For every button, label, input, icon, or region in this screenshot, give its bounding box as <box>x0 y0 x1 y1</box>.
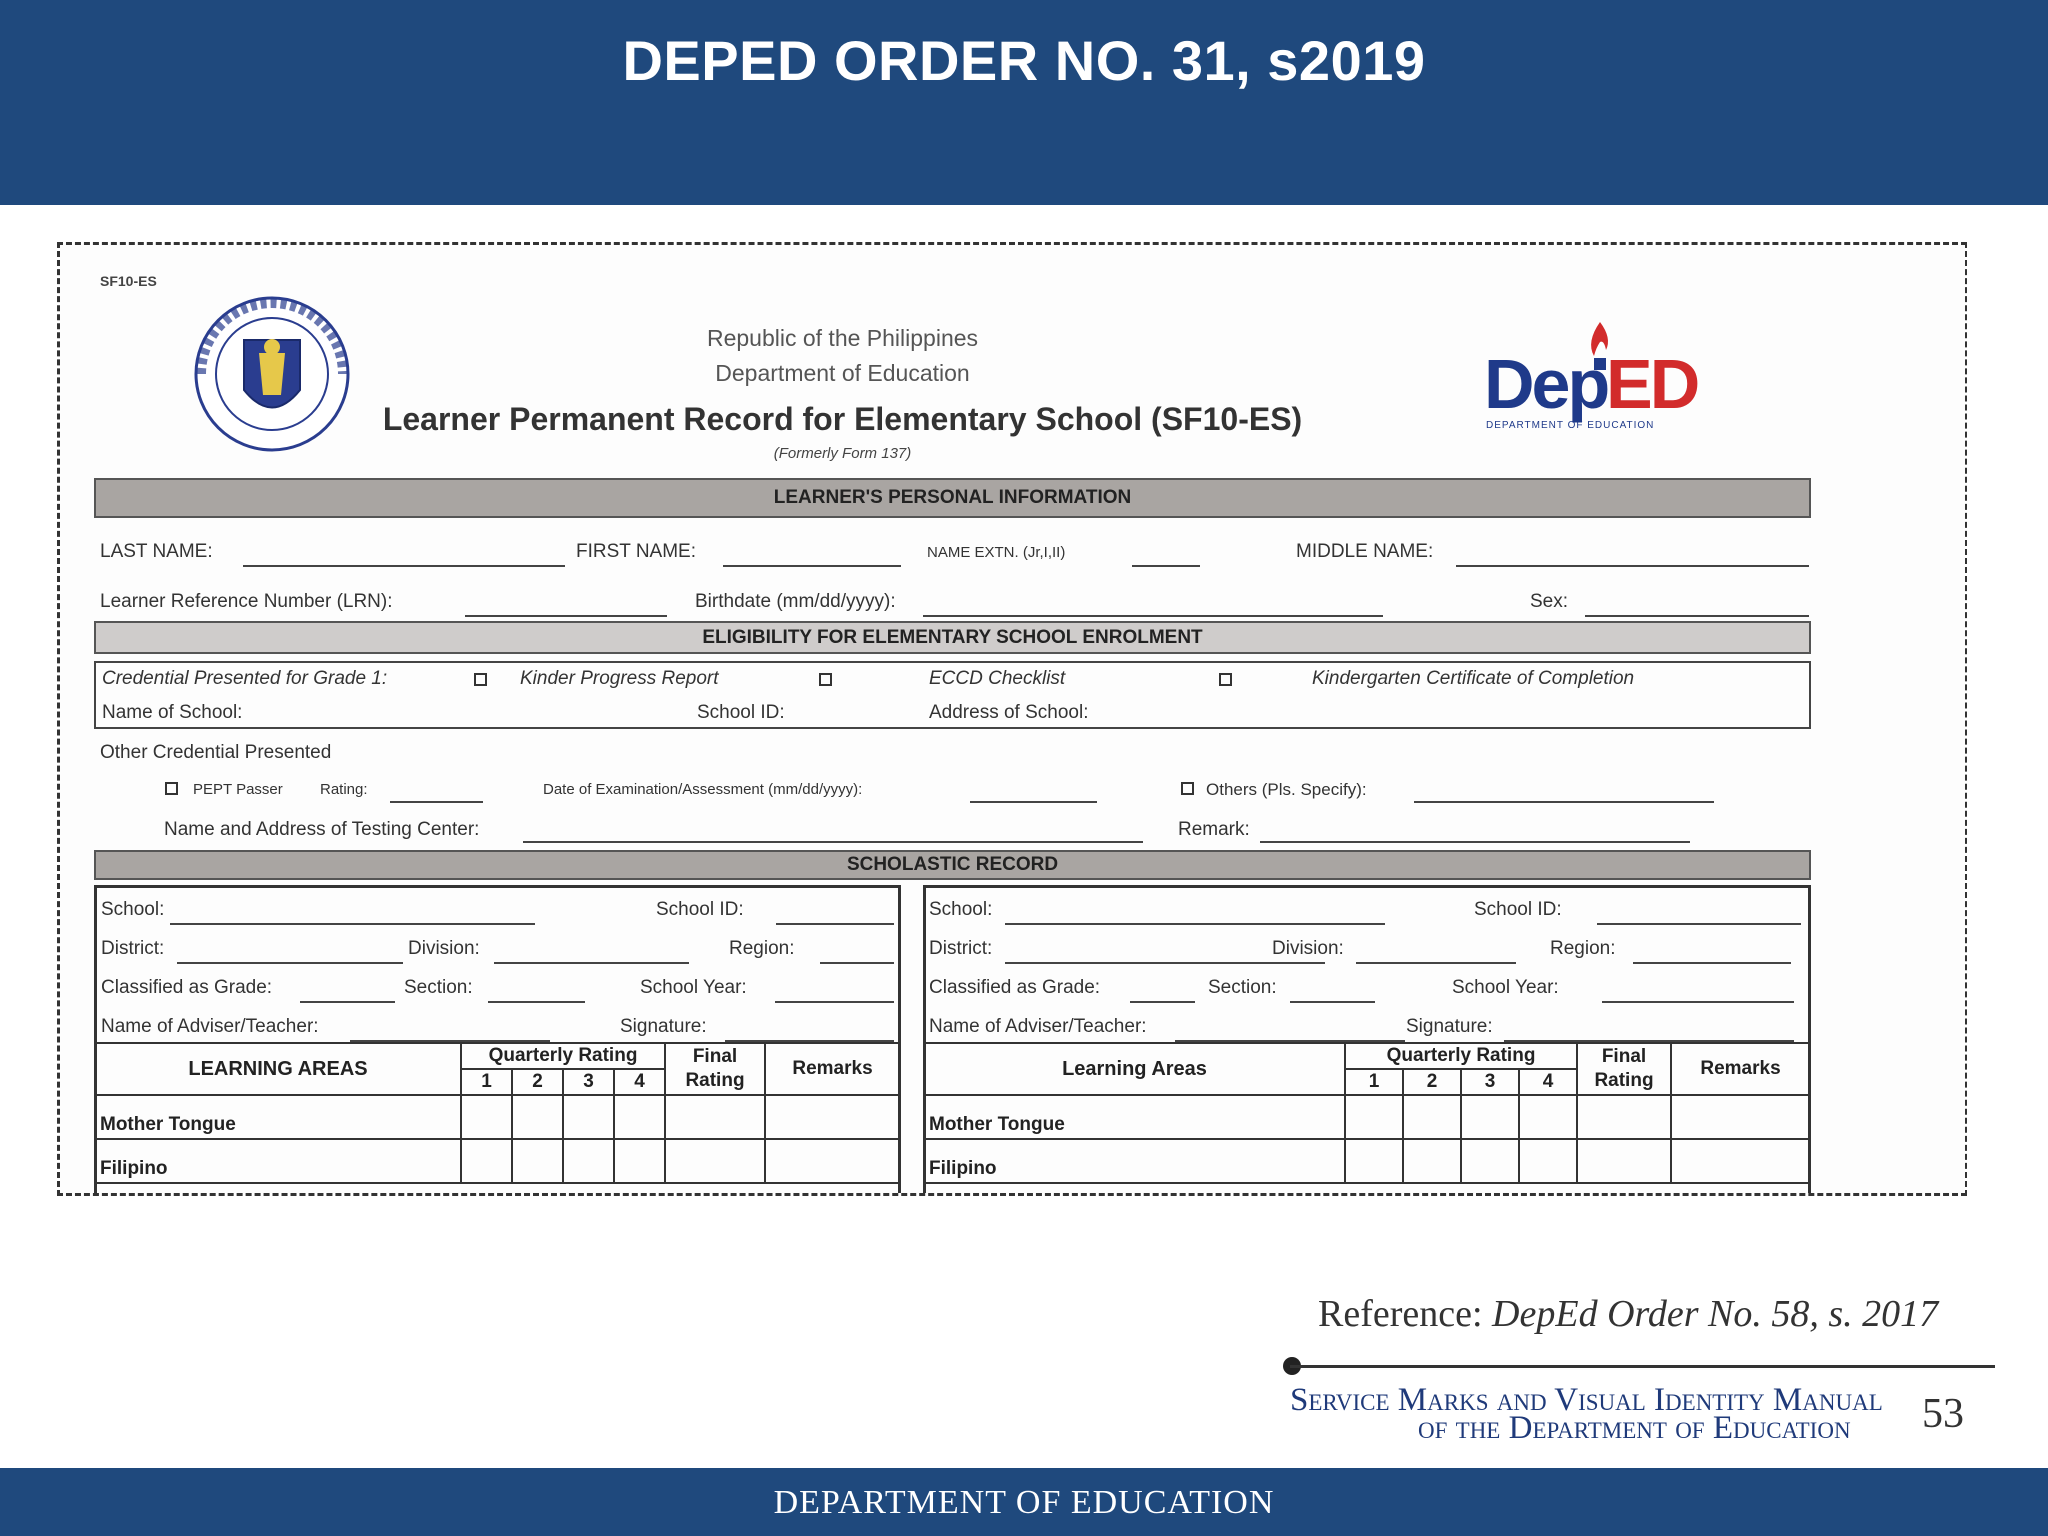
right-row-mother-tongue: Mother Tongue <box>924 1095 1345 1139</box>
reference-label: Reference: <box>1318 1293 1493 1335</box>
right-cell[interactable] <box>1671 1095 1810 1139</box>
right-grade-label: Classified as Grade: <box>929 977 1101 998</box>
right-cell[interactable] <box>1403 1139 1461 1183</box>
others-checkbox[interactable] <box>1181 782 1194 795</box>
left-q3-header: 3 <box>563 1069 614 1095</box>
rating-field[interactable] <box>390 801 483 803</box>
last-name-field[interactable] <box>243 565 565 567</box>
right-q1-header: 1 <box>1345 1069 1403 1095</box>
eligibility-school-id-label: School ID: <box>697 702 785 723</box>
right-signature-label: Signature: <box>1406 1016 1493 1037</box>
deped-logo <box>1484 320 1724 430</box>
right-school-year-label: School Year: <box>1452 977 1559 998</box>
testing-center-label: Name and Address of Testing Center: <box>164 819 480 840</box>
scholastic-header: SCHOLASTIC RECORD <box>846 854 1059 875</box>
middle-name-field[interactable] <box>1456 565 1809 567</box>
left-cell[interactable] <box>461 1095 512 1139</box>
left-quarterly-rating-header: Quarterly Rating <box>461 1043 665 1069</box>
left-school-field[interactable] <box>170 923 535 925</box>
middle-name-label: MIDDLE NAME: <box>1296 541 1434 562</box>
left-signature-label: Signature: <box>620 1016 707 1037</box>
left-cell[interactable] <box>614 1139 665 1183</box>
right-division-field[interactable] <box>1356 962 1516 964</box>
right-school-id-field[interactable] <box>1597 923 1801 925</box>
left-q1-header: 1 <box>461 1069 512 1095</box>
birthdate-label: Birthdate (mm/dd/yyyy): <box>695 591 896 612</box>
kinder-certificate-checkbox[interactable] <box>1219 673 1232 686</box>
form-title: Learner Permanent Record for Elementary School (SF10-ES) <box>382 401 1303 437</box>
manual-line2: of the Department of Education <box>1418 1410 1851 1446</box>
right-cell[interactable] <box>1403 1095 1461 1139</box>
right-final-rating-line1: Final <box>1601 1046 1647 1067</box>
right-cell[interactable] <box>1577 1139 1671 1183</box>
right-cell[interactable] <box>1345 1095 1403 1139</box>
left-row-mother-tongue: Mother Tongue <box>95 1095 461 1139</box>
left-school-year-label: School Year: <box>640 977 747 998</box>
right-section-label: Section: <box>1208 977 1277 998</box>
date-exam-field[interactable] <box>970 801 1097 803</box>
right-division-label: Division: <box>1272 938 1344 959</box>
sex-label: Sex: <box>1530 591 1569 612</box>
right-grade-field[interactable] <box>1130 1001 1195 1003</box>
right-region-label: Region: <box>1550 938 1616 959</box>
right-final-rating-header <box>1577 1043 1671 1095</box>
personal-info-header: LEARNER'S PERSONAL INFORMATION <box>773 487 1132 508</box>
right-cell[interactable] <box>1519 1139 1577 1183</box>
left-cell[interactable] <box>461 1139 512 1183</box>
left-final-rating-header <box>665 1043 765 1095</box>
logo-sub: DEPARTMENT OF EDUCATION <box>1486 420 1655 431</box>
right-school-field[interactable] <box>1005 923 1385 925</box>
others-field[interactable] <box>1414 801 1714 803</box>
left-cell[interactable] <box>665 1095 765 1139</box>
pept-checkbox[interactable] <box>165 782 178 795</box>
last-name-label: LAST NAME: <box>100 541 213 562</box>
lrn-field[interactable] <box>465 615 667 617</box>
eligibility-band <box>94 621 1811 654</box>
first-name-label: FIRST NAME: <box>576 541 696 562</box>
department-label: Department of Education <box>715 360 970 386</box>
left-region-field[interactable] <box>820 962 894 964</box>
kinder-certificate-label: Kindergarten Certificate of Completion <box>1312 668 1635 689</box>
left-cell[interactable] <box>665 1139 765 1183</box>
form-sheet <box>60 245 1965 1193</box>
left-remarks-header: Remarks <box>765 1043 900 1095</box>
eligibility-header: ELIGIBILITY FOR ELEMENTARY SCHOOL ENROLMENT <box>702 627 1203 648</box>
left-q2-header: 2 <box>512 1069 563 1095</box>
eccd-label: ECCD Checklist <box>929 668 1066 689</box>
right-remarks-header: Remarks <box>1671 1043 1810 1095</box>
kinder-progress-label: Kinder Progress Report <box>520 668 719 689</box>
footer-bar <box>0 1468 2048 1536</box>
rating-label: Rating: <box>320 781 368 798</box>
left-division-label: Division: <box>408 938 480 959</box>
birthdate-field[interactable] <box>923 615 1383 617</box>
credential-label: Credential Presented for Grade 1: <box>102 668 388 689</box>
kinder-progress-checkbox[interactable] <box>474 673 487 686</box>
right-school-label: School: <box>929 899 993 920</box>
right-section-field[interactable] <box>1290 1001 1375 1003</box>
others-label: Others (Pls. Specify): <box>1206 780 1367 799</box>
logo-ed: ED <box>1606 345 1698 423</box>
left-row-filipino: Filipino <box>95 1139 461 1183</box>
left-cell[interactable] <box>765 1139 900 1183</box>
testing-center-field[interactable] <box>523 841 1143 843</box>
left-cell[interactable] <box>614 1095 665 1139</box>
remark-label: Remark: <box>1178 819 1250 840</box>
right-cell[interactable] <box>1461 1139 1519 1183</box>
first-name-field[interactable] <box>723 565 901 567</box>
right-q3-header: 3 <box>1461 1069 1519 1095</box>
right-school-year-field[interactable] <box>1602 1001 1794 1003</box>
form-code: SF10-ES <box>100 273 157 289</box>
left-learning-areas-header: LEARNING AREAS <box>95 1043 461 1095</box>
left-adviser-label: Name of Adviser/Teacher: <box>101 1016 319 1037</box>
left-division-field[interactable] <box>494 962 689 964</box>
right-cell[interactable] <box>1519 1095 1577 1139</box>
eccd-checkbox[interactable] <box>819 673 832 686</box>
name-extn-label: NAME EXTN. (Jr,I,II) <box>927 544 1066 561</box>
left-school-id-field[interactable] <box>776 923 894 925</box>
manual-line1: Service Marks and Visual Identity Manual <box>1290 1382 1883 1418</box>
left-cell[interactable] <box>563 1095 614 1139</box>
footer-text: DEPARTMENT OF EDUCATION <box>773 1484 1275 1521</box>
left-region-label: Region: <box>729 938 795 959</box>
logo-dep: Dep <box>1484 345 1608 423</box>
left-school-id-label: School ID: <box>656 899 744 920</box>
slide-title: DEPED ORDER NO. 31, s2019 <box>622 29 1426 92</box>
left-cell[interactable] <box>512 1139 563 1183</box>
left-final-rating-line2: Rating <box>685 1070 745 1091</box>
left-grade-label: Classified as Grade: <box>101 977 273 998</box>
left-final-rating-line1: Final <box>692 1046 738 1067</box>
right-region-field[interactable] <box>1633 962 1791 964</box>
address-of-school-label: Address of School: <box>929 702 1089 723</box>
right-final-rating-line2: Rating <box>1594 1070 1654 1091</box>
reference-order: DepEd Order No. 58, s. 2017 <box>1492 1293 1939 1335</box>
left-grade-field[interactable] <box>300 1001 395 1003</box>
left-q4-header: 4 <box>614 1069 665 1095</box>
right-row-filipino: Filipino <box>924 1139 1345 1183</box>
right-q4-header: 4 <box>1519 1069 1577 1095</box>
left-section-field[interactable] <box>488 1001 585 1003</box>
left-district-field[interactable] <box>177 962 403 964</box>
reference-text <box>1318 1292 1938 1336</box>
left-district-label: District: <box>101 938 165 959</box>
scholastic-band <box>94 850 1811 880</box>
left-school-label: School: <box>101 899 165 920</box>
left-school-year-field[interactable] <box>775 1001 894 1003</box>
right-school-id-label: School ID: <box>1474 899 1562 920</box>
right-district-field[interactable] <box>1005 962 1325 964</box>
left-grades-table <box>94 1042 901 1184</box>
other-credential-label: Other Credential Presented <box>100 742 332 763</box>
name-extn-field[interactable] <box>1132 565 1200 567</box>
left-section-label: Section: <box>404 977 473 998</box>
reference-rule <box>1290 1365 1995 1368</box>
right-cell[interactable] <box>1345 1139 1403 1183</box>
left-cell[interactable] <box>563 1139 614 1183</box>
left-cell[interactable] <box>765 1095 900 1139</box>
lrn-label: Learner Reference Number (LRN): <box>100 591 393 612</box>
formerly-label: (Formerly Form 137) <box>773 445 912 462</box>
date-exam-label: Date of Examination/Assessment (mm/dd/yyyy): <box>543 781 863 798</box>
right-cell[interactable] <box>1461 1095 1519 1139</box>
personal-info-band <box>94 478 1811 518</box>
republic-label: Republic of the Philippines <box>706 325 979 351</box>
page-number: 53 <box>1922 1391 1964 1437</box>
sex-field[interactable] <box>1585 615 1809 617</box>
right-grades-table <box>923 1042 1811 1184</box>
right-district-label: District: <box>929 938 993 959</box>
pept-label: PEPT Passer <box>193 781 283 798</box>
name-of-school-label: Name of School: <box>102 702 243 723</box>
right-q2-header: 2 <box>1403 1069 1461 1095</box>
right-learning-areas-header: Learning Areas <box>924 1043 1345 1095</box>
right-adviser-label: Name of Adviser/Teacher: <box>929 1016 1147 1037</box>
right-quarterly-rating-header: Quarterly Rating <box>1345 1043 1577 1069</box>
remark-field[interactable] <box>1260 841 1690 843</box>
right-cell[interactable] <box>1671 1139 1810 1183</box>
right-cell[interactable] <box>1577 1095 1671 1139</box>
title-bar <box>0 0 2048 205</box>
left-cell[interactable] <box>512 1095 563 1139</box>
